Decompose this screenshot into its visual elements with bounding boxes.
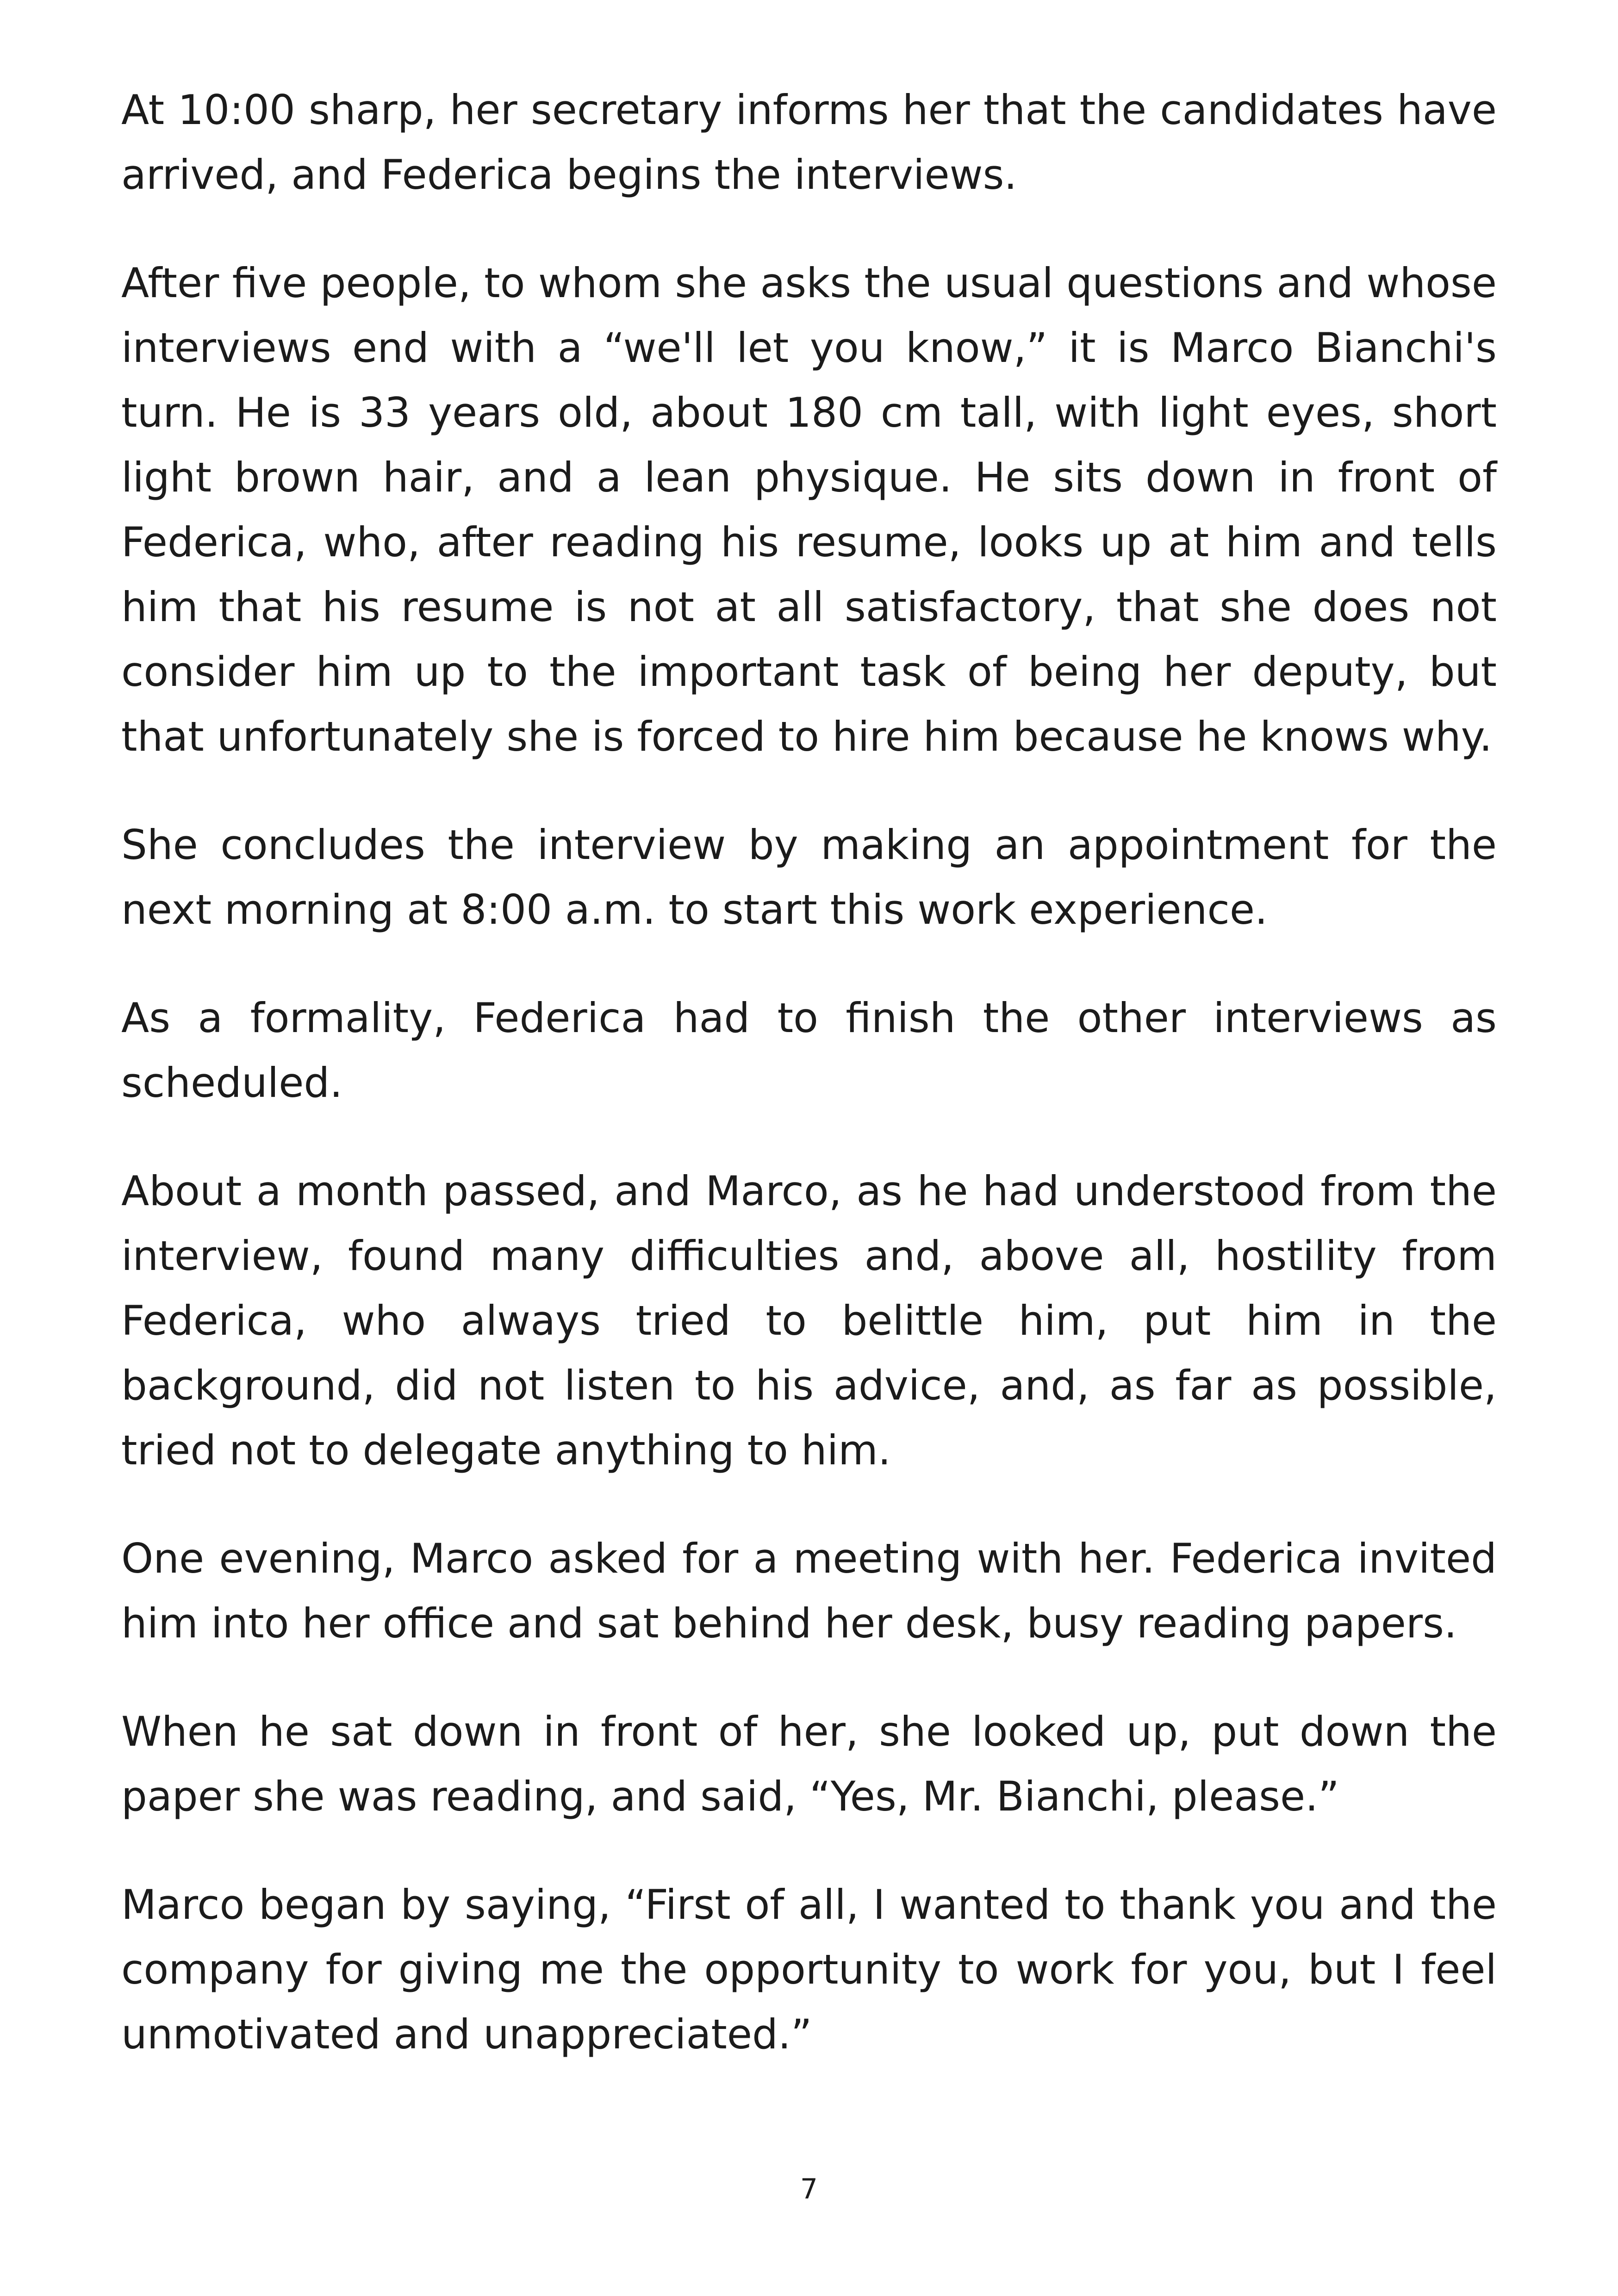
paragraph: One evening, Marco asked for a meeting with her. Federica invited him into her office and sat behind her desk, busy reading papers. bbox=[121, 1535, 1497, 1647]
paragraph: At 10:00 sharp, her secretary informs her that the candidates have arrived, and Federica begins the interviews. bbox=[121, 86, 1497, 199]
paragraph: Marco began by saying, “First of all, I wanted to thank you and the company for giving me the opportunity to work for you, but I feel unmotivated and unappreciated.” bbox=[121, 1881, 1497, 2058]
page-number: 7 bbox=[800, 2173, 818, 2205]
paragraph: When he sat down in front of her, she looked up, put down the paper she was reading, and said, “Yes, Mr. Bianchi, please.” bbox=[121, 1708, 1497, 1820]
paragraph: As a formality, Federica had to finish the other interviews as scheduled. bbox=[121, 994, 1497, 1107]
paragraph: After five people, to whom she asks the usual questions and whose interviews end with a “we'll let you know,” it is Marco Bianchi's turn. He is 33 years old, about 180 cm tall, with light eyes, short light brown hair, and a lean physique. He sits down in front of Federica, who, after reading his resume, looks up at him and tells him that his resume is not at all satisfactory, that she does not consider him up to the important task of being her deputy, but that unfortunately she is forced to hire him because he knows why. bbox=[121, 259, 1497, 760]
paragraph: About a month passed, and Marco, as he had understood from the interview, found many difficulties and, above all, hostility from Federica, who always tried to belittle him, put him in the background, did not listen to his advice, and, as far as possible, tried not to delegate anything to him. bbox=[121, 1167, 1497, 1474]
body-text bbox=[121, 78, 1497, 2110]
paragraph: She concludes the interview by making an appointment for the next morning at 8:00 a.m. to start this work experience. bbox=[121, 821, 1497, 933]
